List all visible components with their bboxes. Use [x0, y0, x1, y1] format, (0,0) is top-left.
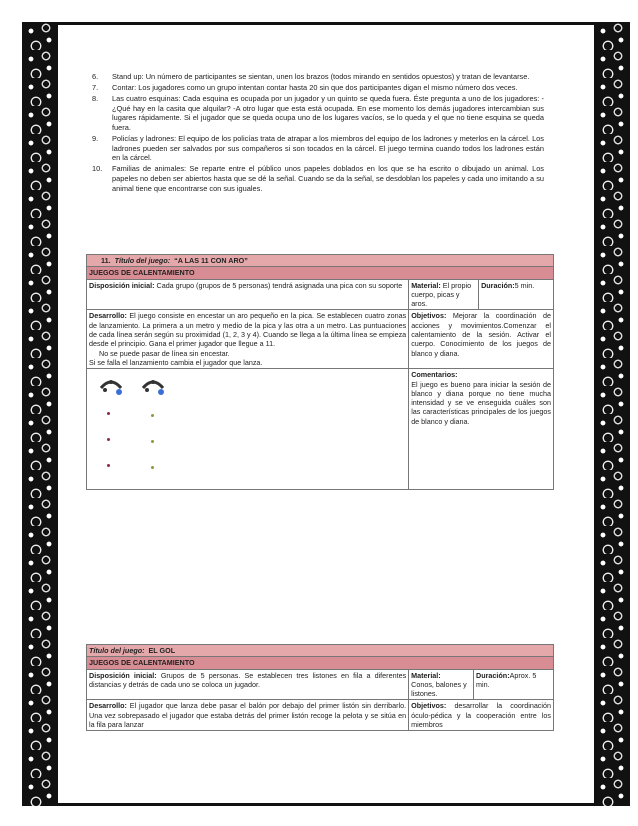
- game-card-a-las-11: [86, 254, 554, 490]
- player-icon: [141, 376, 165, 398]
- games-list: [92, 72, 544, 195]
- list-item: 10. Familias de animales: Se reparte entre el público unos papeles doblados en los que se ha escrito o dibujado un animal. Los papeles no deben ser abiertos hasta que se dé la señal. Cuando se da la señal, se desdoblan los papeles y cada uno imitando a su animal tiene que encontrarse con sus iguales.: [92, 164, 544, 193]
- desarrollo-cell: Desarrollo: El juego consiste en encestar un aro pequeño en la pica. Se establecen cuatro zonas de lanzamiento. La primera a un metro y medio de la pica y las otra a un metro. Las puntuaciones de cada línea serán según su proximidad (1, 2, 3 y 4). Cuando se llega a la última línea se empieza desde el principio. Gana el primer jugador que llegue a 11. No se puede pasar de línea sin encestar. Si se falla el lanzamiento cambia el jugador que lanza.: [87, 310, 409, 369]
- disposicion-cell: Disposición inicial: Cada grupo (grupos de 5 personas) tendrá asignada una pica con su soporte: [87, 279, 409, 310]
- throwing-diagram: [89, 370, 406, 488]
- card-category-row: [87, 267, 554, 279]
- card-title-row: [87, 255, 554, 267]
- desarrollo-cell: Desarrollo: El jugador que lanza debe pasar el balón por debajo del primer listón sin derribarlo. Una vez sobrepasado el jugador que estaba detrás del primer listón recoge la pelota y se sitúa en la fila para lanzar: [87, 700, 409, 731]
- card-title: “A LAS 11 CON ARO”: [174, 256, 248, 265]
- card-category: JUEGOS DE CALENTAMIENTO: [87, 657, 554, 669]
- card-number: 11.: [101, 256, 111, 265]
- player-icon: [99, 376, 123, 398]
- card-category: JUEGOS DE CALENTAMIENTO: [87, 267, 554, 279]
- card-title-row: [87, 645, 554, 657]
- card-title-label: Título del juego:: [114, 256, 171, 265]
- page-border-bottom: [58, 803, 594, 806]
- disposicion-cell: Disposición inicial: Grupos de 5 personas. Se establecen tres listones en fila a diferentes distancias y detrás de cada uno se coloca un jugador.: [87, 669, 409, 700]
- throw-line-marker: [107, 438, 110, 441]
- objetivos-cell: Objetivos: Mejorar la coordinación de acciones y movimientos.Comenzar el calentamiento de la sesión. Activar el cuerpo. Conocimiento de los juegos de blanco y diana.: [409, 310, 554, 369]
- diagram-cell: [87, 369, 409, 490]
- throw-line-marker: [151, 466, 154, 469]
- list-item: 8. Las cuatro esquinas: Cada esquina es ocupada por un jugador y un quinto se queda fuera. Éste pregunta a uno de los jugadores: -¿Qué hay en la casita que alquilar? -A otro lugar que esta está ocupada. En ese momento los demás jugadores intercambian sus lugares rápidamente. Si el jugador que se queda ocupa uno de los lugares vacíos, se lo queda y el que no tiene esquina se queda fuera.: [92, 94, 544, 132]
- material-cell: Material: El propio cuerpo, picas y aros.: [409, 279, 479, 310]
- throw-line-marker: [151, 440, 154, 443]
- objetivos-cell: Objetivos: desarrollar la coordinación óculo-pédica y la cooperación entre los miembros: [409, 700, 554, 731]
- page-border-top: [58, 22, 594, 25]
- material-cell: Material: Conos, balones y listones.: [409, 669, 474, 700]
- duracion-cell: Duración:5 min.: [479, 279, 554, 310]
- throw-line-marker: [151, 414, 154, 417]
- game-card-el-gol: [86, 644, 554, 731]
- decorative-border-right: [594, 22, 630, 806]
- throw-line-marker: [107, 412, 110, 415]
- card-title-label: Título del juego:: [89, 646, 145, 655]
- list-item: 9. Policías y ladrones: El equipo de los policías trata de atrapar a los miembros del equipo de los ladrones y meterlos en la cárcel. Los ladrones pueden ser salvados por sus compañeros si son tocados en la cárcel. El juego termina cuando todos los ladrones están en la cárcel.: [92, 134, 544, 163]
- decorative-border-left: [22, 22, 58, 806]
- list-item: 7. Contar: Los jugadores como un grupo intentan contar hasta 20 sin que dos participantes digan el mismo número dos veces.: [92, 83, 518, 93]
- card-category-row: [87, 657, 554, 669]
- throw-line-marker: [107, 464, 110, 467]
- card-title: EL GOL: [148, 646, 176, 655]
- duracion-cell: Duración:Aprox. 5 min.: [474, 669, 554, 700]
- list-item: 6. Stand up: Un número de participantes se sientan, unen los brazos (todos mirando en sentidos opuestos) y tratan de levantarse.: [92, 72, 530, 81]
- comentarios-cell: Comentarios: El juego es bueno para iniciar la sesión de blanco y diana porque no tiene mucha intensidad y se ve enseguida cuáles son las características principales de los juegos de blanco y diana.: [409, 369, 554, 490]
